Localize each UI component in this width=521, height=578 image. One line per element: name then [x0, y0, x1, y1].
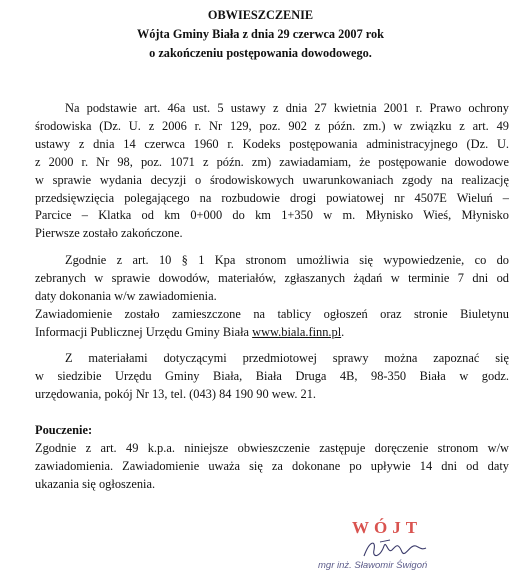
- text-line: w siedzibie Urzędu Gminy Biała, Biała Druga 4B, 98-350 Biała w godz.: [35, 368, 509, 383]
- paragraph-office-info: [35, 350, 509, 404]
- paragraph-legal-basis: [35, 100, 509, 243]
- text-line: urzędowania, pokój Nr 13, tel. (043) 84 190 90 wew. 21.: [35, 386, 317, 401]
- website-link[interactable]: www.biala.finn.pl: [252, 324, 342, 339]
- document-subtitle: Wójta Gminy Biała z dnia 29 czerwca 2007 rok: [136, 27, 385, 41]
- text-line: Zawiadomienie zostało zamieszczone na tablicy ogłoszeń oraz stronie Biuletynu: [35, 307, 509, 321]
- text-line: Zgodnie z art. 49 k.p.a. niniejsze obwieszczenie zastępuje doręczenie stronom w/w: [35, 441, 509, 455]
- text-line: ustawy z dnia 14 czerwca 1960 r. Kodeks postępowania administracyjnego (Dz. U.: [35, 136, 509, 151]
- handwritten-signature: [360, 536, 430, 562]
- text-span: .: [341, 324, 345, 339]
- text-line: Zgodnie z art. 10 § 1 Kpa stronom umożliwia się wypowiedzenie, co do: [65, 253, 509, 267]
- text-line: przedsięwzięcia polegającego na rozbudowie drogi powiatowej nr 4507E Wieluń –: [35, 190, 509, 205]
- text-line: zebranych w sprawie dowodów, materiałów, zgłaszanych żądań w terminie 7 dni od: [35, 270, 509, 285]
- text-line: Z materiałami dotyczącymi przedmiotowej sprawy można zapoznać się: [65, 351, 509, 365]
- text-line: z 2000 r. Nr 98, poz. 1071 z późn. zm) zawiadamiam, że postępowanie dowodowe: [35, 154, 509, 169]
- text-line: ukazania się ogłoszenia.: [35, 476, 156, 491]
- paragraph-publication: [35, 306, 509, 342]
- text-line: zawiadomienia. Zawiadomienie uważa się za dokonane po upływie 14 dni od daty: [35, 458, 509, 473]
- signatory-name: mgr inż. Sławomir Świgoń: [318, 560, 428, 571]
- text-line: daty dokonania w/w zawiadomienia.: [35, 288, 217, 303]
- paragraph-instruction: [35, 440, 509, 494]
- document-title: OBWIESZCZENIE: [207, 8, 314, 22]
- text-line: Parcice – Klatka od km 0+000 do km 1+350 w m. Młynisko Wieś, Młynisko: [35, 208, 509, 223]
- signature-stamp: [300, 518, 500, 576]
- text-line-with-link: [35, 324, 509, 342]
- paragraph-right-to-respond: [35, 252, 509, 306]
- text-line: Pierwsze zostało zakończone.: [35, 226, 183, 241]
- text-line: w sprawie wydania decyzji o środowiskowych uwarunkowaniach zgody na realizację: [35, 172, 509, 187]
- text-line: Na podstawie art. 46a ust. 5 ustawy z dnia 27 kwietnia 2001 r. Prawo ochrony: [65, 101, 509, 115]
- instruction-heading: Pouczenie:: [35, 423, 93, 437]
- document-subject: o zakończeniu postępowania dowodowego.: [149, 46, 372, 60]
- stamp-title: WÓJT: [352, 518, 423, 537]
- text-line: środowiska (Dz. U. z 2006 r. Nr 129, poz. 902 z późn. zm.) w związku z art. 49: [35, 118, 509, 133]
- document-header: [0, 6, 521, 63]
- text-span: Informacji Publicznej Urzędu Gminy Biała: [35, 324, 253, 339]
